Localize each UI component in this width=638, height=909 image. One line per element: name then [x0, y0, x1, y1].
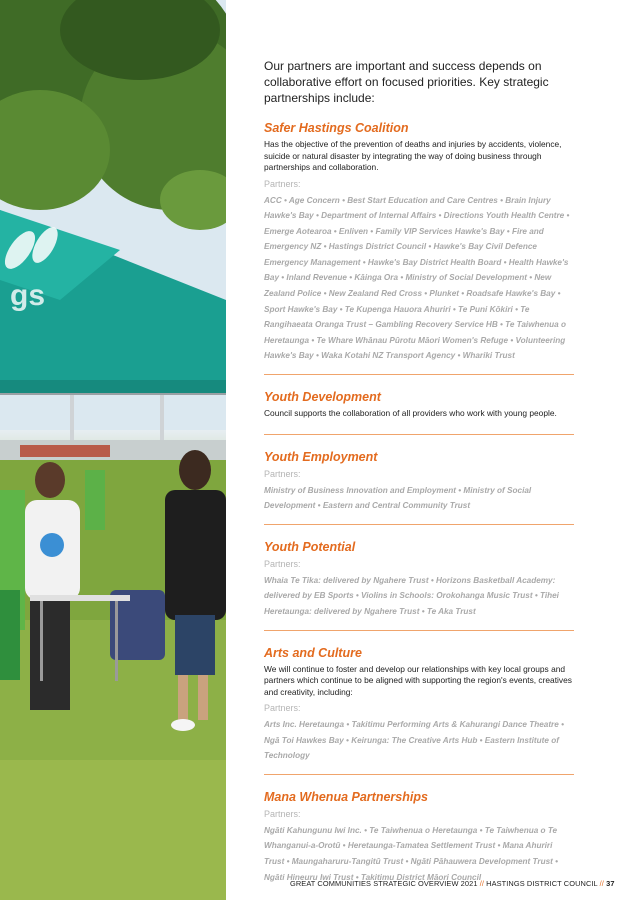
partnerships-column [264, 58, 574, 909]
partners-label: Partners: [264, 468, 301, 479]
section-heading: Youth Potential [264, 539, 356, 554]
partners-list: ACC • Age Concern • Best Start Education and Care Centres • Brain Injury Hawke's Bay • Department of Internal Affairs • Directions Youth Health Centre • Emerge Aotearoa • Enliven • Family VIP Services Hawke's Bay • Fire and Emergency NZ • Hastings District Council • Hawke's Bay Civil Defence Emergency Management • Hawke's Bay District Health Board • Health Hawke's Bay • Inland Revenue • Kāinga Ora • Ministry of Social Development • New Zealand Police • New Zealand Red Cross • Plunket • Roadsafe Hawke's Bay • Sport Hawke's Bay • Te Kupenga Hauora Ahuriri • Te Puni Kōkiri • Te Rangihaeata Oranga Trust – Gambling Recovery Service HB • Te Taiwhenua o Heretaunga • Te Whare Whānau Pūrotu Māori Women's Refuge • Volunteering Hawke's Bay • Waka Kotahi NZ Transport Agency • Whariki Trust [264, 195, 570, 361]
intro-paragraph: Our partners are important and success depends on collaborative effort on focused priorities. Key strategic partnerships include: [264, 59, 549, 105]
partners-label: Partners: [264, 703, 301, 713]
footer-separator: // [599, 879, 604, 888]
footer-title: GREAT COMMUNITIES STRATEGIC OVERVIEW 2021 [290, 879, 478, 888]
section-heading: Arts and Culture [264, 645, 362, 660]
section-safer-hastings [264, 120, 574, 375]
section-heading: Mana Whenua Partnerships [264, 789, 428, 804]
section-youth-potential [264, 539, 574, 631]
partners-list: Ngāti Kahungunu Iwi Inc. • Te Taiwhenua o Heretaunga • Te Taiwhenua o Te Whanganui-a-Orotū • Heretaunga-Tamatea Settlement Trust • Mana Ahuriri Trust • Maungaharuru-Tangitū Trust • Ngāti Pāhauwera Development Trust • Ngāti Hineuru Iwi Trust • Takitimu District Māori Council [264, 825, 558, 882]
partners-list: Ministry of Business Innovation and Employment • Ministry of Social Development • Eastern and Central Community Trust [264, 485, 532, 511]
section-heading: Youth Employment [264, 449, 378, 464]
section-description: We will continue to foster and develop our relationships with key local groups and partners which continue to be aligned with supporting the region's events, creatives and creativity, including: [264, 663, 572, 697]
section-description: Has the objective of the prevention of deaths and injuries by accidents, violence, suicide or natural disaster by integrating the way of doing business through partnerships and collaboration. [264, 139, 562, 172]
section-description: Council supports the collaboration of all providers who work with young people. [264, 408, 557, 419]
section-arts-culture [264, 645, 574, 775]
section-youth-development [264, 389, 574, 435]
page-number: 37 [606, 879, 615, 888]
section-heading: Safer Hastings Coalition [264, 121, 409, 135]
section-youth-employment [264, 449, 574, 525]
svg-text:gs: gs [10, 279, 46, 312]
page-footer [290, 879, 620, 888]
event-photo [0, 0, 226, 900]
partners-label: Partners: [264, 808, 301, 819]
section-heading: Youth Development [264, 390, 381, 405]
footer-org: HASTINGS DISTRICT COUNCIL [486, 879, 598, 888]
partners-label: Partners: [264, 558, 301, 569]
photo-illustration [0, 0, 226, 900]
footer-separator: // [479, 879, 484, 888]
partners-label: Partners: [264, 178, 301, 189]
partners-list: Whaia Te Tika: delivered by Ngahere Trust • Horizons Basketball Academy: delivered by EB Sports • Violins in Schools: Orokohanga Music Trust • Tihei Heretaunga: delivered by Ngahere Trust • Te Aka Trust [264, 575, 559, 616]
partners-list: Arts Inc. Heretaunga • Takitimu Performing Arts & Kahurangi Dance Theatre • Ngā Toi Hawkes Bay • Keirunga: The Creative Arts Hub • Eastern Institute of Technology [264, 720, 564, 761]
